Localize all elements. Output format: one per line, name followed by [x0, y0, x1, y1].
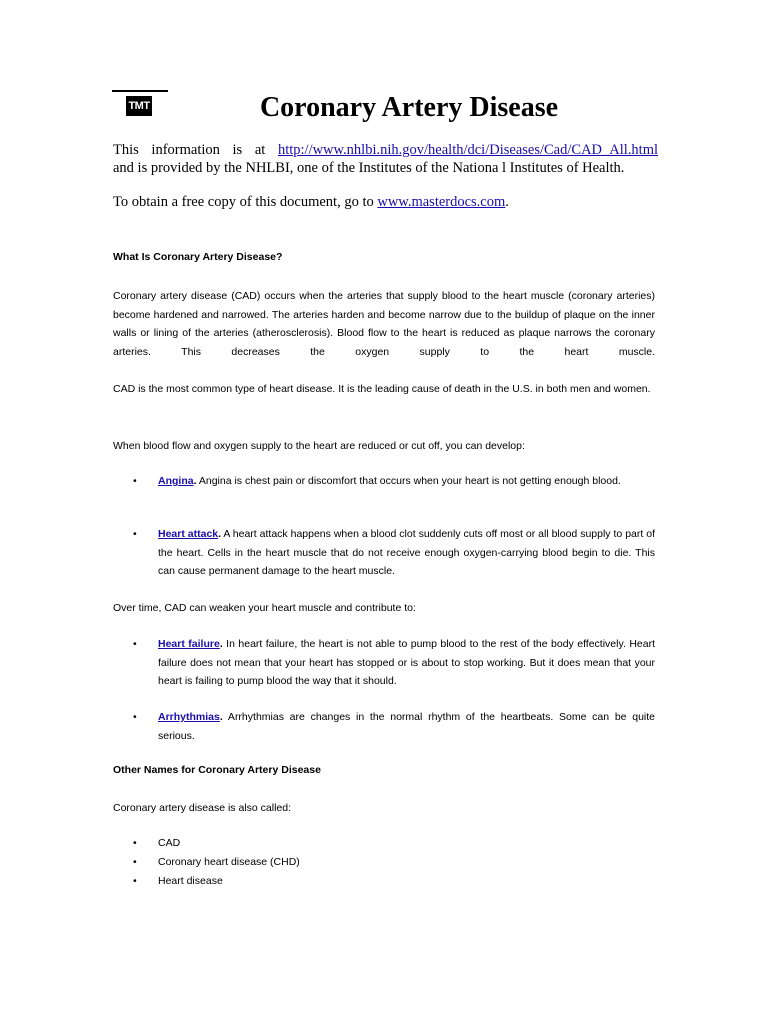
- term-period: .: [193, 475, 197, 487]
- list-item-cad: CAD: [158, 837, 181, 849]
- bullet-marker: •: [133, 711, 137, 723]
- list-item-heart-disease: Heart disease: [158, 875, 223, 887]
- free-copy-prefix: To obtain a free copy of this document, go to: [113, 194, 378, 210]
- bullet-marker: •: [133, 856, 137, 868]
- term-period: .: [219, 711, 223, 723]
- arrhythmias-description: Arrhythmias are changes in the normal rhythm of the heartbeats. Some can be quite serious.: [158, 711, 655, 742]
- free-copy-line: [113, 193, 658, 212]
- intro-provider-line: and is provided by the NHLBI, one of the Institutes of the Nationa l Institutes of Health.: [113, 160, 625, 176]
- free-copy-suffix: .: [505, 194, 509, 210]
- heart-attack-description: A heart attack happens when a blood clot suddenly cuts off most or all blood supply to part of the heart. Cells in the heart muscle that do not receive enough oxygen-carrying blood begin to die. This can cause permanent damage to the heart muscle.: [158, 528, 655, 578]
- bullet-marker: •: [133, 475, 137, 487]
- paragraph-cad-definition: Coronary artery disease (CAD) occurs when the arteries that supply blood to the heart muscle (coronary arteries) become hardened and narrowed. The arteries harden and become narrow due to the buildup of plaque on the inner walls or lining of the arteries (atherosclerosis). Blood flow to the heart is reduced as plaque narrows the coronary arteries. This decreases the oxygen supply to the heart muscle.: [113, 290, 655, 358]
- paragraph-reduced-flow: When blood flow and oxygen supply to the heart are reduced or cut off, you can develop:: [113, 440, 525, 452]
- intro-source-prefix: This information is at: [113, 142, 266, 158]
- section-heading-other-names: Other Names for Coronary Artery Disease: [113, 764, 321, 776]
- arrhythmias-link[interactable]: Arrhythmias: [158, 711, 220, 723]
- term-period: .: [218, 528, 222, 540]
- angina-description: Angina is chest pain or discomfort that occurs when your heart is not getting enough blood.: [196, 475, 621, 487]
- paragraph-cad-common: CAD is the most common type of heart disease. It is the leading cause of death in the U.S. in both men and women.: [113, 383, 651, 395]
- source-url-link[interactable]: http://www.nhlbi.nih.gov/health/dci/Diseases/Cad/CAD_All.html: [277, 142, 658, 158]
- heart-failure-link[interactable]: Heart failure: [158, 638, 220, 650]
- angina-link[interactable]: Angina: [158, 475, 194, 487]
- paragraph-also-called: Coronary artery disease is also called:: [113, 802, 291, 814]
- document-title: Coronary Artery Disease: [259, 92, 559, 123]
- paragraph-over-time: Over time, CAD can weaken your heart muscle and contribute to:: [113, 602, 416, 614]
- list-item-heart-attack: [158, 525, 655, 581]
- bullet-marker: •: [133, 638, 137, 650]
- list-item-chd: Coronary heart disease (CHD): [158, 856, 300, 868]
- heart-attack-link[interactable]: Heart attack: [158, 528, 219, 540]
- bullet-marker: •: [133, 837, 137, 849]
- section-heading-what-is-cad: What Is Coronary Artery Disease?: [113, 251, 283, 263]
- list-item-heart-failure: [158, 635, 655, 691]
- term-period: .: [219, 638, 223, 650]
- bullet-marker: •: [133, 528, 137, 540]
- heart-failure-description: In heart failure, the heart is not able to pump blood to the rest of the body effectively. Heart failure does not mean that your heart has stopped or is about to stop working. But it does mean that your heart is failing to pump blood the way that it should.: [158, 638, 655, 688]
- masterdocs-link[interactable]: www.masterdocs.com: [377, 194, 506, 210]
- bullet-marker: •: [133, 875, 137, 887]
- logo-badge: TMT: [126, 96, 152, 116]
- list-item-arrhythmias: [158, 708, 655, 745]
- intro-source-line: [113, 141, 658, 160]
- list-item-angina: [158, 472, 655, 491]
